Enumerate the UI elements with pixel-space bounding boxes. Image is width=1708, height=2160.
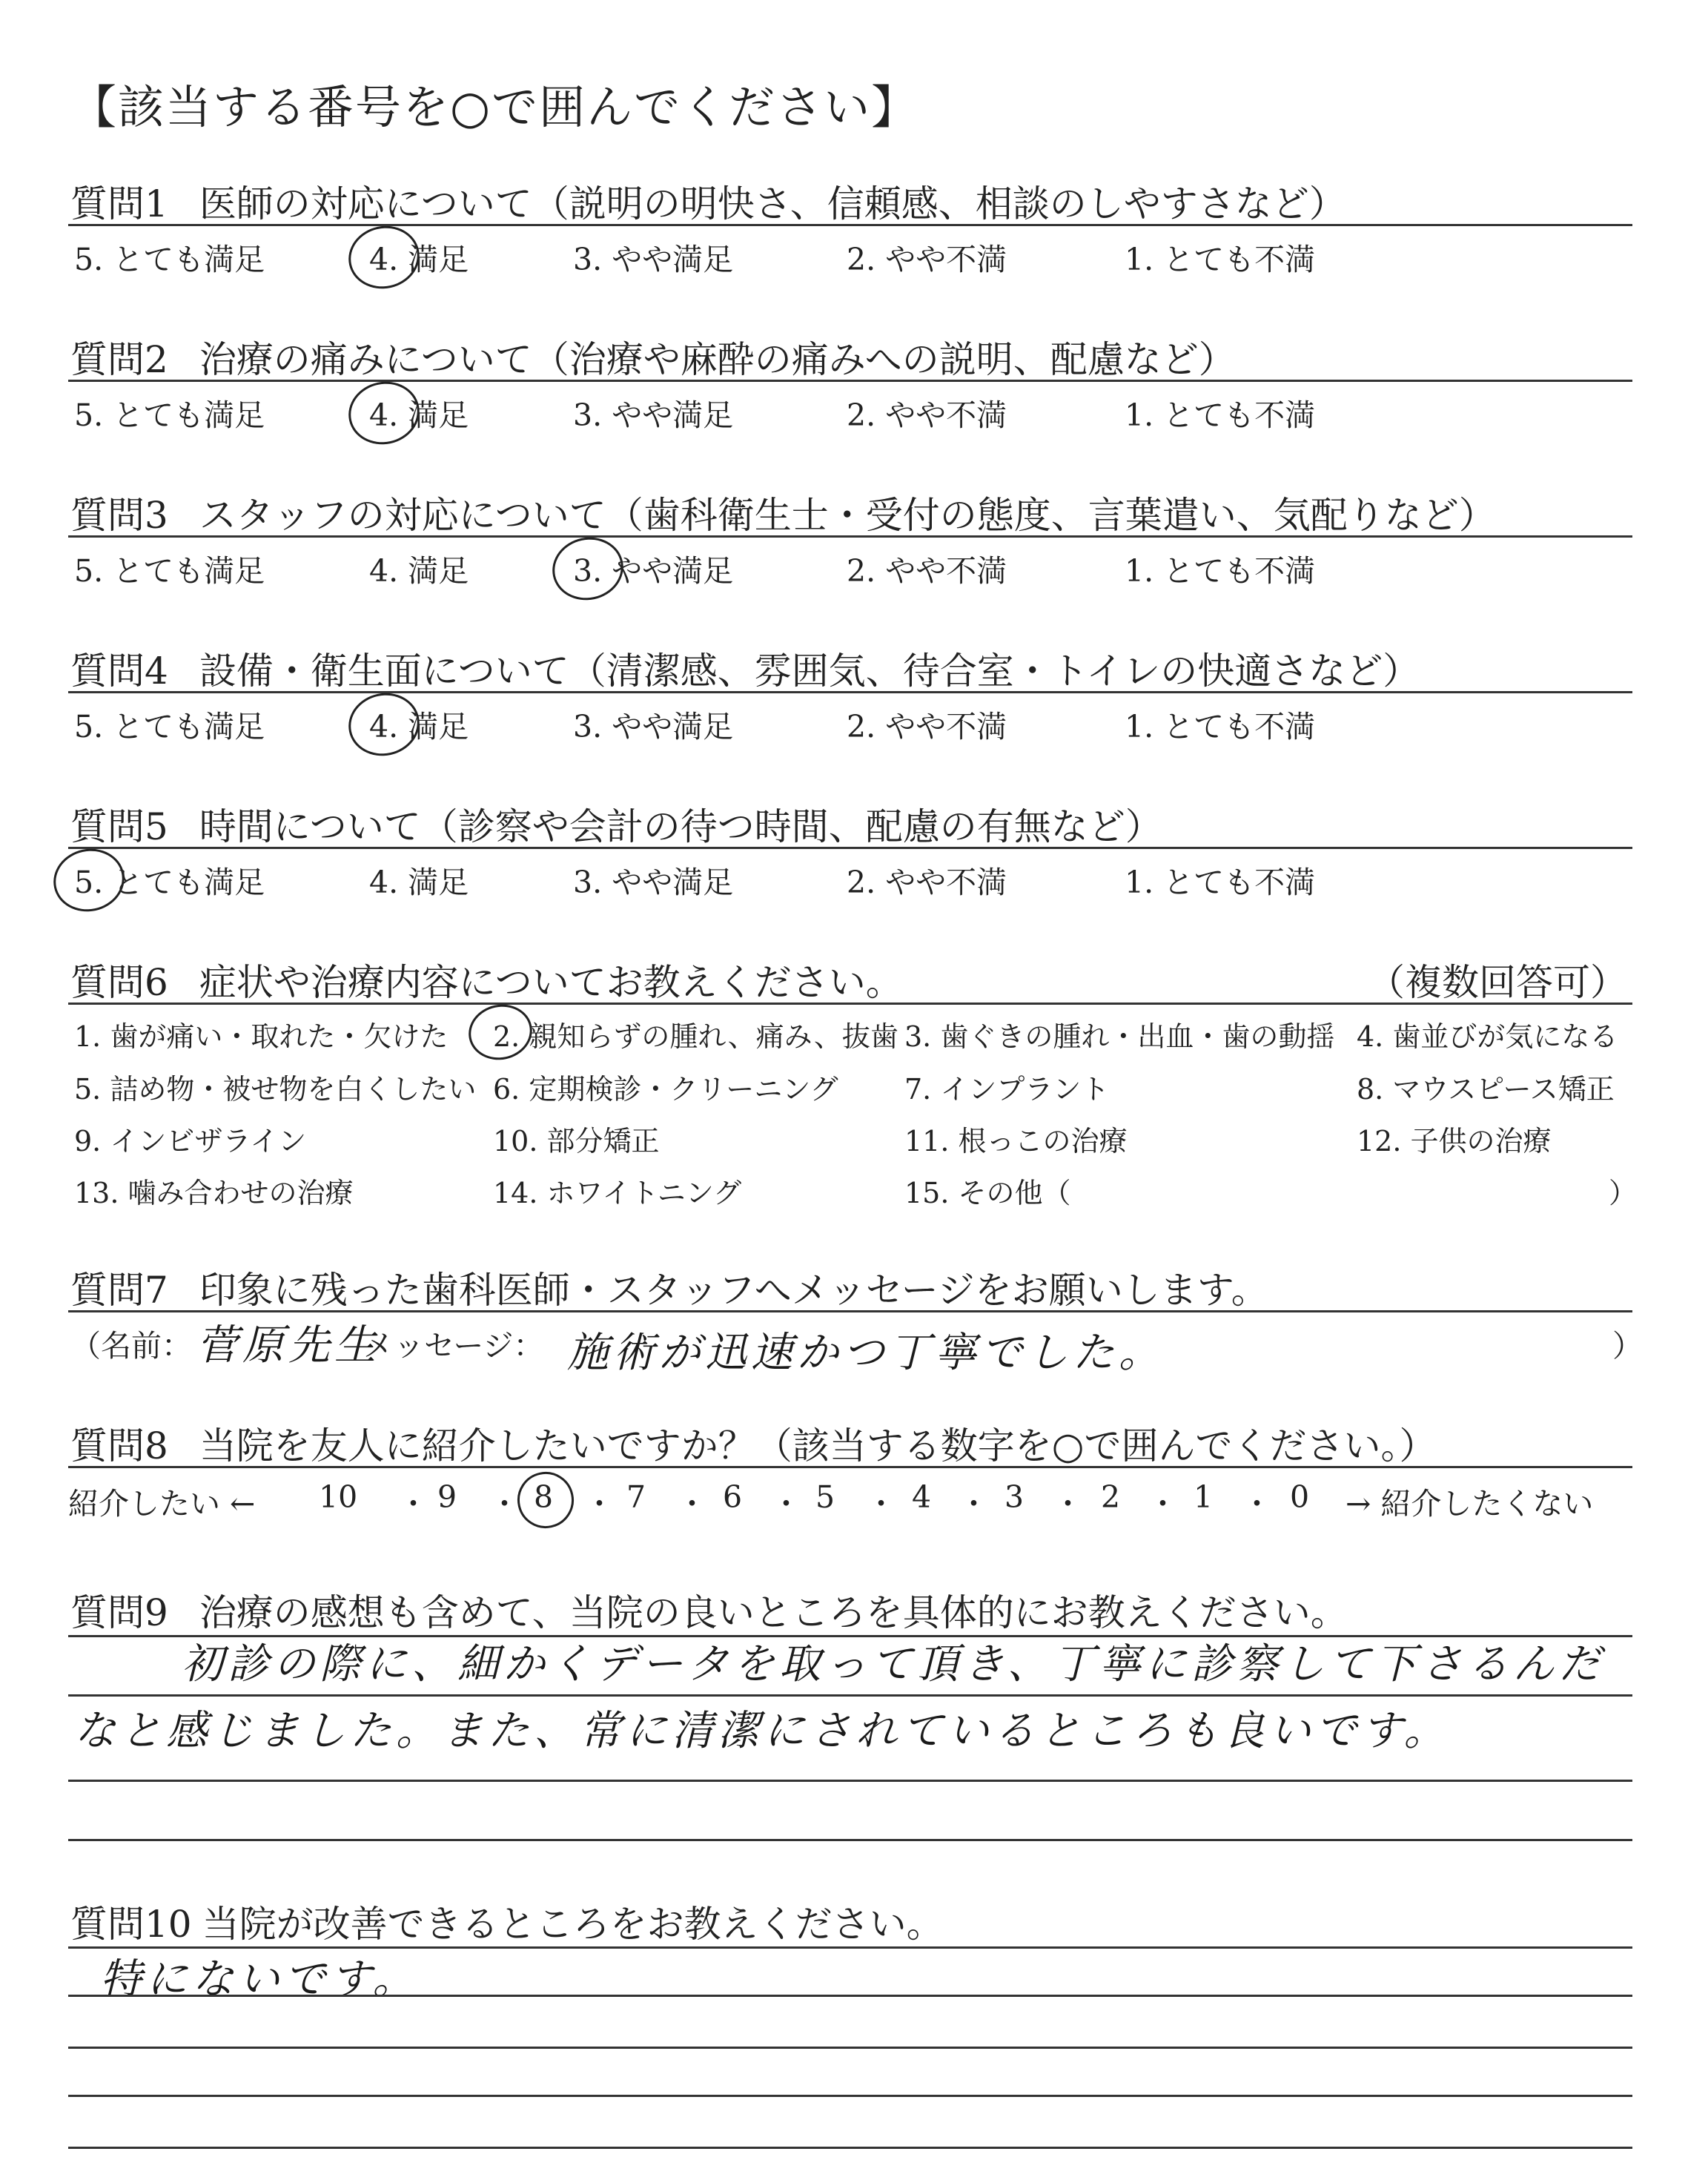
q1-option[interactable]: 3. やや満足	[573, 242, 734, 277]
q9-heading	[70, 1583, 1348, 1636]
q6-option[interactable]: 9. インビザライン	[74, 1125, 307, 1157]
q8-separator-dot: ・	[677, 1486, 707, 1522]
q2-option[interactable]: 4. 満足	[369, 397, 469, 433]
q4-selection-circle	[342, 687, 425, 762]
q6-other-close: ）	[1609, 1177, 1638, 1209]
q4-option[interactable]: 1. とても不満	[1125, 709, 1316, 744]
q8-number[interactable]: 7	[626, 1479, 646, 1515]
q4-heading	[70, 641, 1420, 695]
q1-option[interactable]: 5. とても満足	[74, 242, 265, 277]
page-title: 【該当する番号を○で囲んでください】	[70, 80, 919, 134]
q6-option[interactable]: 14. ホワイトニング	[493, 1177, 742, 1209]
q2-selection-circle	[342, 375, 425, 451]
q10-heading	[70, 1895, 944, 1948]
q9-text: 治療の感想も含めて、当院の良いところを具体的にお教えください。	[199, 1591, 1348, 1634]
q3-option[interactable]: 2. やや不満	[847, 553, 1007, 589]
q4-text: 設備・衛生面について（清潔感、雰囲気、待合室・トイレの快適さなど）	[199, 650, 1420, 693]
q6-option[interactable]: 11. 根っこの治療	[904, 1125, 1128, 1157]
q8-separator-dot: ・	[584, 1486, 615, 1522]
q5-option[interactable]: 3. やや満足	[573, 865, 734, 900]
q6-option[interactable]: 7. インプラント	[904, 1073, 1110, 1106]
q6-option[interactable]: 1. 歯が痛い・取れた・欠けた	[74, 1020, 448, 1053]
q1-rule	[68, 224, 1632, 226]
q1-option[interactable]: 2. やや不満	[847, 242, 1007, 277]
q6-option[interactable]: 6. 定期検診・クリーニング	[493, 1073, 838, 1106]
q5-rule	[68, 847, 1632, 849]
q1-label: 質問1	[70, 182, 168, 225]
q8-text: 当院を友人に紹介したいですか？（該当する数字を○で囲んでください。）	[199, 1424, 1437, 1467]
q9-rule-3	[68, 1780, 1632, 1782]
q1-heading	[70, 174, 1346, 228]
q3-option[interactable]: 3. やや満足	[573, 553, 734, 589]
q2-option[interactable]: 3. やや満足	[573, 397, 734, 433]
q7-name-value: 菅原先生	[196, 1321, 380, 1370]
q6-rule	[68, 1003, 1632, 1005]
q1-text: 医師の対応について（説明の明快さ、信頼感、相談のしやすさなど）	[199, 182, 1346, 225]
q6-option[interactable]: 2. 親知らずの腫れ、痛み、抜歯	[493, 1020, 898, 1053]
q10-text: 当院が改善できるところをお教えください。	[202, 1903, 944, 1946]
q8-number[interactable]: 8	[534, 1479, 554, 1515]
q3-option[interactable]: 5. とても満足	[74, 553, 265, 589]
q8-selection-circle	[512, 1467, 579, 1533]
q6-label: 質問6	[70, 961, 168, 1004]
q2-label: 質問2	[70, 338, 168, 381]
q5-option[interactable]: 4. 満足	[369, 865, 469, 900]
q8-number[interactable]: 6	[723, 1479, 743, 1515]
q9-rule-2	[68, 1694, 1632, 1697]
q10-rule-3	[68, 2047, 1632, 2049]
q9-label: 質問9	[70, 1591, 168, 1634]
q6-text: 症状や治療内容についてお教えください。	[199, 961, 903, 1004]
q10-label: 質問10	[70, 1903, 192, 1946]
q4-option[interactable]: 4. 満足	[369, 709, 469, 744]
q5-option[interactable]: 1. とても不満	[1125, 865, 1316, 900]
q4-rule	[68, 691, 1632, 693]
q7-label: 質問7	[70, 1269, 168, 1312]
q8-separator-dot: ・	[1148, 1486, 1178, 1522]
q1-selection-circle	[342, 219, 425, 295]
q8-number[interactable]: 3	[1004, 1479, 1025, 1515]
q8-number[interactable]: 10	[319, 1479, 358, 1515]
q6-option[interactable]: 3. 歯ぐきの腫れ・出血・歯の動揺	[904, 1020, 1335, 1053]
q3-rule	[68, 535, 1632, 538]
q6-option[interactable]: 10. 部分矯正	[493, 1125, 660, 1157]
q4-option[interactable]: 2. やや不満	[847, 709, 1007, 744]
q8-separator-dot: ・	[1242, 1486, 1272, 1522]
q8-rule	[68, 1466, 1632, 1468]
q4-label: 質問4	[70, 650, 168, 693]
q2-text: 治療の痛みについて（治療や麻酔の痛みへの説明、配慮など）	[199, 338, 1236, 381]
q7-name-prefix: （名前：	[70, 1328, 192, 1364]
q8-number[interactable]: 1	[1194, 1479, 1214, 1515]
q3-heading	[70, 486, 1496, 539]
q5-label: 質問5	[70, 805, 168, 848]
q7-message-value: 施術が迅速かつ丁寧でした。	[567, 1329, 1165, 1377]
q10-rule-5	[68, 2147, 1632, 2149]
q8-separator-dot: ・	[959, 1486, 989, 1522]
q5-option[interactable]: 5. とても満足	[74, 865, 265, 900]
q2-option[interactable]: 5. とても満足	[74, 397, 265, 433]
q8-heading	[70, 1416, 1436, 1470]
q3-label: 質問3	[70, 494, 168, 537]
q3-option[interactable]: 1. とても不満	[1125, 553, 1316, 589]
q7-heading	[70, 1261, 1268, 1314]
q5-selection-circle	[47, 842, 130, 918]
q5-heading	[70, 797, 1162, 851]
q8-separator-dot: ・	[489, 1486, 520, 1522]
q8-separator-dot: ・	[771, 1486, 801, 1522]
q4-option[interactable]: 5. とても満足	[74, 709, 265, 744]
q5-option[interactable]: 2. やや不満	[847, 865, 1007, 900]
q8-label: 質問8	[70, 1424, 168, 1467]
q8-right-label: → 紹介したくない	[1345, 1486, 1594, 1522]
q6-option[interactable]: 5. 詰め物・被せ物を白くしたい	[74, 1073, 477, 1106]
q4-option[interactable]: 3. やや満足	[573, 709, 734, 744]
q8-separator-dot: ・	[866, 1486, 896, 1522]
q2-option[interactable]: 2. やや不満	[847, 397, 1007, 433]
q5-text: 時間について（診察や会計の待つ時間、配慮の有無など）	[199, 805, 1162, 848]
q6-heading	[70, 953, 903, 1006]
q3-text: スタッフの対応について（歯科衛生士・受付の態度、言葉遣い、気配りなど）	[199, 494, 1496, 537]
q6-note: （複数回答可）	[1368, 961, 1627, 1004]
q8-number[interactable]: 9	[437, 1479, 457, 1515]
q8-number[interactable]: 0	[1290, 1479, 1310, 1515]
q2-option[interactable]: 1. とても不満	[1125, 397, 1316, 433]
q10-answer: 特にないです。	[100, 1955, 419, 2004]
q7-text: 印象に残った歯科医師・スタッフへメッセージをお願いします。	[199, 1269, 1268, 1312]
q8-separator-dot: ・	[398, 1486, 428, 1522]
q7-message-label: メッセージ：	[363, 1328, 544, 1364]
q8-separator-dot: ・	[1053, 1486, 1083, 1522]
q3-option[interactable]: 4. 満足	[369, 553, 469, 589]
q10-rule-4	[68, 2095, 1632, 2097]
q9-rule-4	[68, 1839, 1632, 1841]
q6-selection-circle	[463, 999, 537, 1066]
q1-option[interactable]: 1. とても不満	[1125, 242, 1316, 277]
q6-option[interactable]: 13. 噛み合わせの治療	[74, 1177, 354, 1209]
q2-rule	[68, 380, 1632, 382]
q8-number[interactable]: 4	[912, 1479, 932, 1515]
q6-option[interactable]: 4. 歯並びが気になる	[1357, 1020, 1618, 1053]
q8-number[interactable]: 2	[1101, 1479, 1121, 1515]
q6-option[interactable]: 12. 子供の治療	[1357, 1125, 1552, 1157]
q9-answer-line-2: なと感じました。また、常に清潔にされているところも良いです。	[74, 1707, 1450, 1755]
q9-answer-line-1: 初診の際に、細かくデータを取って頂き、丁寧に診察して下さるんだ	[182, 1640, 1605, 1688]
q6-option[interactable]: 15. その他（	[904, 1177, 1071, 1209]
q8-left-label: 紹介したい ←	[68, 1486, 256, 1522]
q6-option[interactable]: 8. マウスピース矯正	[1357, 1073, 1615, 1106]
q1-option[interactable]: 4. 満足	[369, 242, 469, 277]
q8-number[interactable]: 5	[815, 1479, 835, 1515]
q10-rule-2	[68, 1995, 1632, 1997]
q2-heading	[70, 330, 1236, 383]
q7-close: ）	[1612, 1328, 1643, 1364]
q3-selection-circle	[546, 531, 629, 607]
